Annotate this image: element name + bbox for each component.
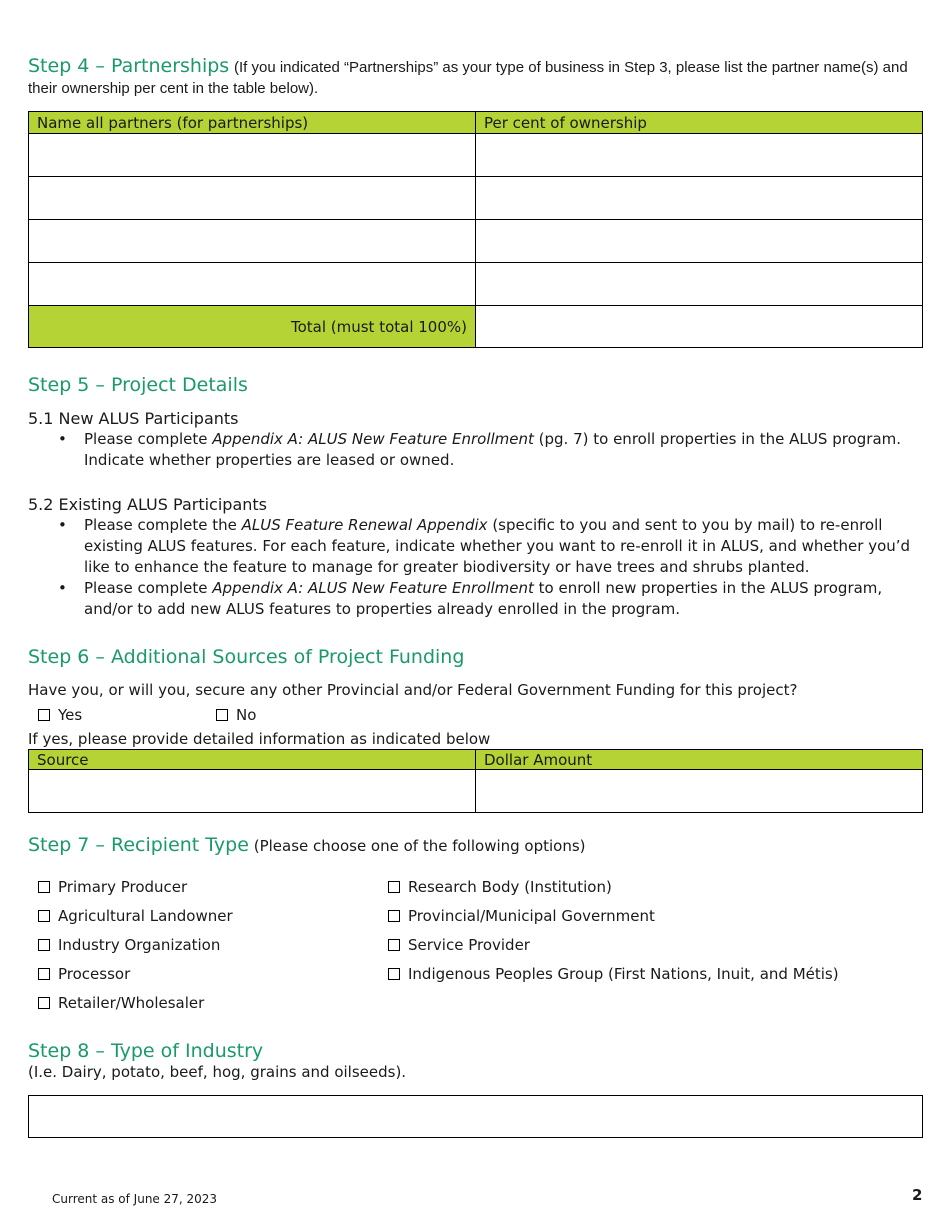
step5-section-2	[28, 494, 923, 620]
step5-section-1	[28, 408, 923, 471]
recipient-label: Agricultural Landowner	[58, 907, 233, 925]
funding-amount-cell[interactable]	[476, 770, 923, 813]
recipient-label: Research Body (Institution)	[408, 878, 612, 896]
recipient-label: Provincial/Municipal Government	[408, 907, 655, 925]
funding-ifyes-note: If yes, please provide detailed information as indicated below	[28, 730, 491, 748]
checkbox-icon[interactable]	[388, 968, 400, 980]
renewal-appendix-ref: ALUS Feature Renewal Appendix	[241, 516, 488, 534]
step5-sub1-list	[28, 429, 923, 471]
table-row	[29, 220, 923, 263]
recipient-option-primary-producer[interactable]	[38, 878, 187, 896]
step4-note: (If you indicated “Partnerships” as your type of business in Step 3, please list the partner name(s) and their ownership per cent in the table below).	[28, 59, 908, 97]
step5-sub2-title: 5.2 Existing ALUS Participants	[28, 495, 267, 514]
partners-total-label: Total (must total 100%)	[29, 306, 476, 348]
industry-type-input[interactable]	[28, 1095, 923, 1138]
appendix-a-ref: Appendix A: ALUS New Feature Enrollment	[212, 430, 534, 448]
funding-col-amount: Dollar Amount	[476, 750, 923, 770]
checkbox-icon[interactable]	[38, 910, 50, 922]
table-row	[29, 177, 923, 220]
bullet-text: Please complete the	[84, 516, 242, 534]
partners-header-row	[29, 112, 923, 134]
footer-date: Current as of June 27, 2023	[52, 1192, 218, 1206]
checkbox-icon[interactable]	[216, 709, 228, 721]
partner-percent-cell[interactable]	[476, 134, 923, 177]
partners-col-percent: Per cent of ownership	[476, 112, 923, 134]
partners-total-cell[interactable]	[476, 306, 923, 348]
bullet-text: (specific to you and sent to you by mail) to re-enroll existing ALUS features. For each feature, indicate whether you want to re-enroll it in ALUS, and whether you’d like to enhance the feature to manage for greater biodiversity or have trees and shrubs planted.	[84, 516, 911, 576]
partner-percent-cell[interactable]	[476, 263, 923, 306]
funding-col-source: Source	[29, 750, 476, 770]
recipient-option-retailer-wholesaler[interactable]	[38, 994, 204, 1012]
list-item	[28, 578, 923, 620]
step7-title: Step 7 – Recipient Type	[28, 834, 249, 856]
funding-yes-option[interactable]	[38, 706, 82, 724]
appendix-a-ref: Appendix A: ALUS New Feature Enrollment	[212, 579, 534, 597]
funding-header-row	[29, 750, 923, 770]
checkbox-icon[interactable]	[38, 709, 50, 721]
partner-name-cell[interactable]	[29, 220, 476, 263]
recipient-label: Industry Organization	[58, 936, 221, 954]
partner-percent-cell[interactable]	[476, 177, 923, 220]
bullet-text: to enroll new properties in the ALUS program, and/or to add new ALUS features to properties already enrolled in the program.	[84, 579, 883, 618]
step6-title: Step 6 – Additional Sources of Project Funding	[28, 646, 465, 668]
recipient-option-processor[interactable]	[38, 965, 130, 983]
funding-source-cell[interactable]	[29, 770, 476, 813]
checkbox-icon[interactable]	[38, 968, 50, 980]
recipient-label: Retailer/Wholesaler	[58, 994, 205, 1012]
recipient-label: Indigenous Peoples Group (First Nations, Inuit, and Métis)	[408, 965, 839, 983]
step7-heading-block	[28, 835, 923, 857]
bullet-text: Please complete	[84, 430, 213, 448]
recipient-option-agricultural-landowner[interactable]	[38, 907, 233, 925]
checkbox-icon[interactable]	[38, 997, 50, 1009]
checkbox-icon[interactable]	[388, 910, 400, 922]
page-number: 2	[912, 1186, 923, 1204]
recipient-option-indigenous-group[interactable]	[388, 965, 839, 983]
checkbox-icon[interactable]	[38, 881, 50, 893]
step4-heading-block	[28, 56, 923, 99]
step5-sub2-list	[28, 515, 923, 620]
step7-note: (Please choose one of the following options)	[253, 837, 586, 855]
funding-table	[28, 749, 923, 813]
table-row	[29, 134, 923, 177]
checkbox-icon[interactable]	[38, 939, 50, 951]
partner-name-cell[interactable]	[29, 263, 476, 306]
recipient-label: Processor	[58, 965, 131, 983]
step8-note: (I.e. Dairy, potato, beef, hog, grains and oilseeds).	[28, 1063, 407, 1081]
funding-question: Have you, or will you, secure any other Provincial and/or Federal Government Funding for this project?	[28, 681, 798, 699]
checkbox-icon[interactable]	[388, 939, 400, 951]
bullet-text: Please complete	[84, 579, 213, 597]
funding-no-label: No	[236, 706, 257, 724]
funding-no-option[interactable]	[216, 706, 256, 724]
list-item	[28, 515, 923, 578]
recipient-label: Service Provider	[408, 936, 530, 954]
partners-col-name: Name all partners (for partnerships)	[29, 112, 476, 134]
partner-name-cell[interactable]	[29, 134, 476, 177]
list-item	[28, 429, 923, 471]
table-row	[29, 263, 923, 306]
step5-sub1-title: 5.1 New ALUS Participants	[28, 409, 239, 428]
recipient-option-government[interactable]	[388, 907, 655, 925]
recipient-option-service-provider[interactable]	[388, 936, 530, 954]
partner-name-cell[interactable]	[29, 177, 476, 220]
checkbox-icon[interactable]	[388, 881, 400, 893]
partners-table	[28, 111, 923, 348]
partners-total-row	[29, 306, 923, 348]
recipient-label: Primary Producer	[58, 878, 188, 896]
step5-title: Step 5 – Project Details	[28, 374, 248, 396]
funding-yes-label: Yes	[58, 706, 83, 724]
partner-percent-cell[interactable]	[476, 220, 923, 263]
bullet-text: (pg. 7) to enroll properties in the ALUS program. Indicate whether properties are leased or owned.	[84, 430, 902, 469]
step8-title: Step 8 – Type of Industry	[28, 1040, 264, 1062]
step4-title: Step 4 – Partnerships	[28, 55, 230, 77]
recipient-option-research-body[interactable]	[388, 878, 612, 896]
recipient-option-industry-organization[interactable]	[38, 936, 220, 954]
table-row	[29, 770, 923, 813]
